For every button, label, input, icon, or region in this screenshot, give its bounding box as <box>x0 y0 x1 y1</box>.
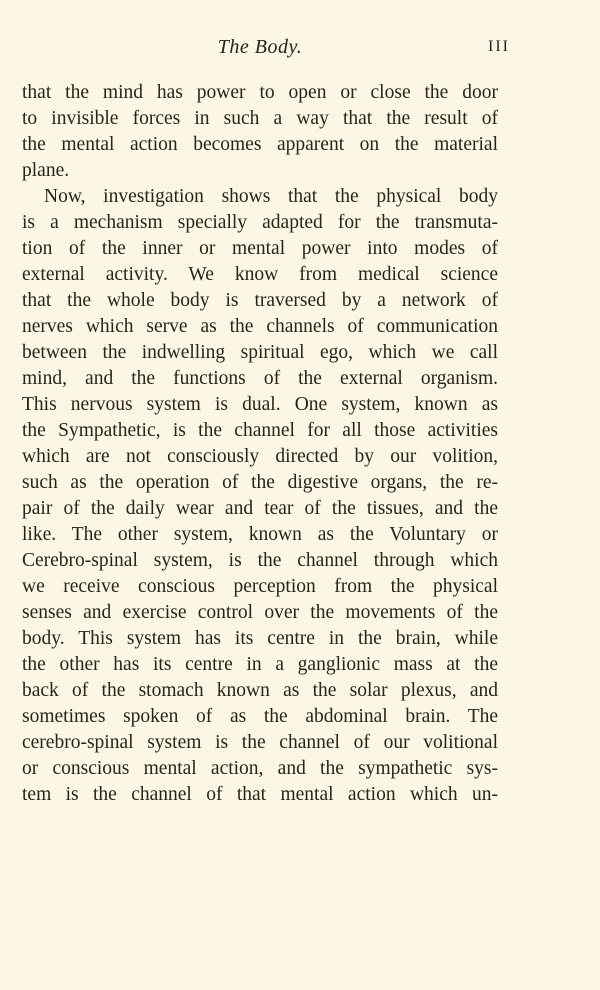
text-line: tem is the channel of that mental action which un- <box>22 784 498 805</box>
paragraph-end-line: plane. <box>22 160 70 181</box>
running-head <box>22 36 510 62</box>
text-line: body. This system has its centre in the brain, while <box>22 628 498 649</box>
text-line: mind, and the functions of the external organism. <box>22 368 498 389</box>
page-number: III <box>488 38 510 55</box>
text-line: which are not consciously directed by our volition, <box>22 446 498 467</box>
text-line: external activity. We know from medical science <box>22 264 498 285</box>
text-line: Cerebro-spinal system, is the channel through which <box>22 550 498 571</box>
text-line: the mental action becomes apparent on the material <box>22 134 498 155</box>
text-line: like. The other system, known as the Voluntary or <box>22 524 498 545</box>
text-line: back of the stomach known as the solar plexus, and <box>22 680 498 701</box>
text-line: the Sympathetic, is the channel for all those activities <box>22 420 498 441</box>
text-line: is a mechanism specially adapted for the transmuta- <box>22 212 498 233</box>
text-line: pair of the daily wear and tear of the tissues, and the <box>22 498 498 519</box>
running-title: The Body. <box>217 36 303 58</box>
text-line: we receive conscious perception from the physical <box>22 576 498 597</box>
text-line: that the mind has power to open or close the door <box>22 82 498 103</box>
text-line: tion of the inner or mental power into modes of <box>22 238 498 259</box>
text-line: senses and exercise control over the movements of the <box>22 602 498 623</box>
text-line: nerves which serve as the channels of communication <box>22 316 498 337</box>
text-line: or conscious mental action, and the sympathetic sys- <box>22 758 498 779</box>
body-text <box>22 80 498 808</box>
text-line: the other has its centre in a ganglionic mass at the <box>22 654 498 675</box>
text-line: between the indwelling spiritual ego, which we call <box>22 342 498 363</box>
text-line: such as the operation of the digestive organs, the re- <box>22 472 498 493</box>
paragraph-start-line: Now, investigation shows that the physical body <box>44 186 498 207</box>
text-line: cerebro-spinal system is the channel of our volitional <box>22 732 498 753</box>
text-line: This nervous system is dual. One system, known as <box>22 394 498 415</box>
text-line: to invisible forces in such a way that the result of <box>22 108 498 129</box>
book-page <box>22 0 510 990</box>
text-line: that the whole body is traversed by a network of <box>22 290 498 311</box>
text-line: sometimes spoken of as the abdominal brain. The <box>22 706 498 727</box>
